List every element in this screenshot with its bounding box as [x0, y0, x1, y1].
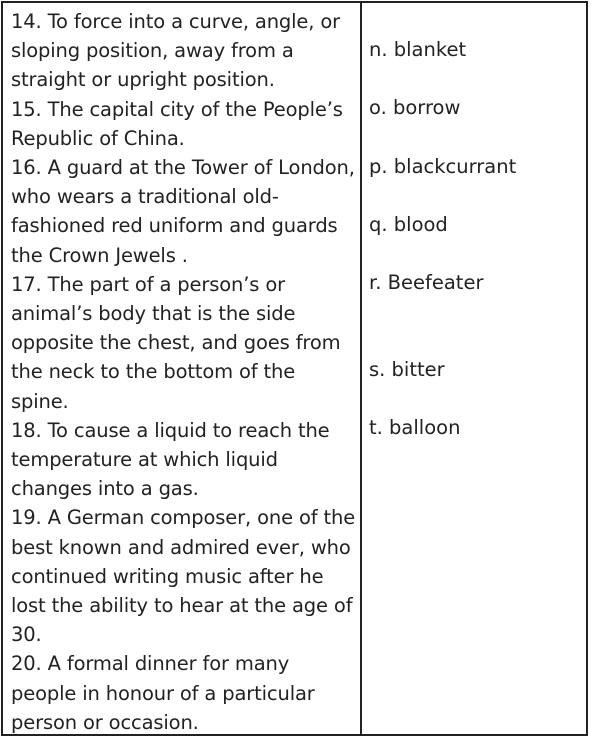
- definition-16: 16. A guard at the Tower of London, who wears a traditional old-fashioned red uniform and guards the Crown Jewels .: [11, 156, 355, 267]
- definition-14: 14. To force into a curve, angle, or sloping position, away from a straight or upright position.: [11, 10, 341, 92]
- word-r: r. Beefeater: [369, 271, 484, 294]
- word-o: o. borrow: [369, 96, 461, 119]
- definition-15: 15. The capital city of the People’s Republic of China.: [11, 97, 343, 150]
- definition-20: 20. A formal dinner for many people in honour of a particular person or occasion.: [11, 652, 315, 734]
- vocabulary-matching-table: [1, 1, 588, 736]
- word-n: n. blanket: [369, 38, 467, 61]
- column-divider: [360, 3, 362, 734]
- definitions-column: [11, 7, 356, 737]
- word-t: t. balloon: [369, 416, 461, 439]
- word-p: p. blackcurrant: [369, 155, 517, 178]
- definition-19: 19. A German composer, one of the best known and admired ever, who continued writing music after he lost the ability to hear at the age of 30.: [11, 506, 356, 647]
- definition-18: 18. To cause a liquid to reach the temperature at which liquid changes into a gas.: [11, 418, 330, 501]
- word-q: q. blood: [369, 213, 448, 236]
- definition-17: 17. The part of a person’s or animal’s body that is the side opposite the chest, and goes from the neck to the bottom of the spine.: [11, 272, 341, 413]
- word-s: s. bitter: [369, 358, 445, 381]
